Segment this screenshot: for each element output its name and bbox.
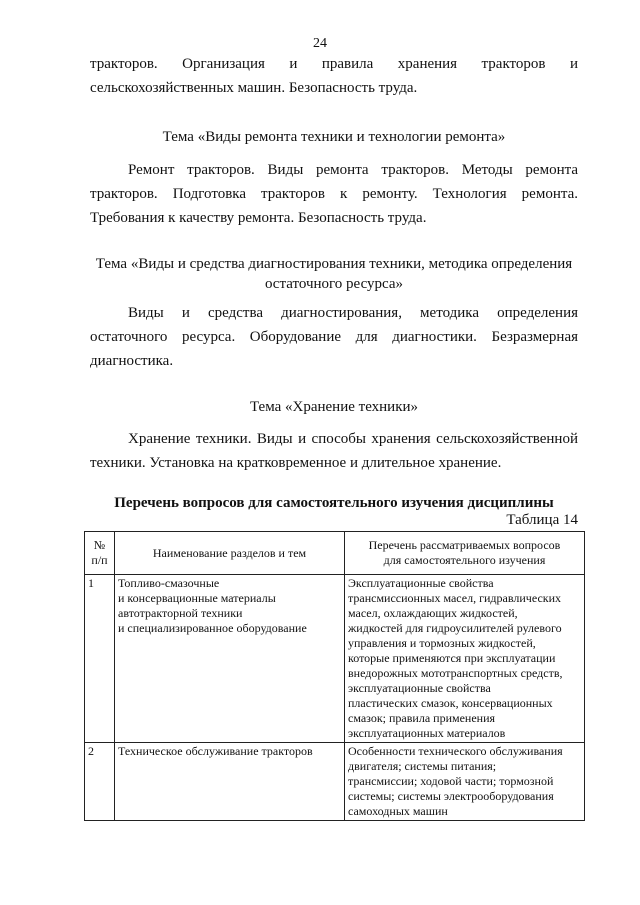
topic-diagnostics-heading-line2: остаточного ресурса» [264,276,404,292]
row-questions: Особенности технического обслуживания двигателя; системы питания; трансмиссии; ходовой части; тормозной системы; системы электрооборудования самоходных машин [345,743,585,821]
table-header-row [85,532,585,575]
table-row [85,575,585,743]
topic-diagnostics-text: Виды и средства диагностирования, методика определения остаточного ресурса. Оборудование для диагностики. Безразмерная диагностика. [90,305,578,369]
topic-repair-text: Ремонт тракторов. Виды ремонта тракторов. Методы ремонта тракторов. Подготовка тракторов к ремонту. Технология ремонта. Требования к качеству ремонта. Безопасность труда. [90,162,578,226]
row-section-name: Топливо-смазочные и консервационные материалы автотракторной техники и специализированное оборудование [115,575,345,743]
header-questions: Перечень рассматриваемых вопросов для самостоятельного изучения [345,532,585,575]
table-row [85,743,585,821]
header-number: № п/п [85,532,115,575]
header-section-name: Наименование разделов и тем [115,532,345,575]
topic-storage-heading: Тема «Хранение техники» [249,399,419,415]
intro-paragraph: тракторов. Организация и правила хранения тракторов и сельскохозяйственных машин. Безопасность труда. [90,56,578,96]
topic-repair-heading: Тема «Виды ремонта техники и технологии ремонта» [162,129,506,145]
row-number: 1 [85,575,115,743]
row-section-name: Техническое обслуживание тракторов [115,743,345,821]
questions-table [84,531,585,821]
topic-storage-text: Хранение техники. Виды и способы хранения сельскохозяйственной техники. Установка на кратковременное и длительное хранение. [90,431,578,471]
row-number: 2 [85,743,115,821]
page-number: 24 [313,36,327,51]
topic-diagnostics-heading-line1: Тема «Виды и средства диагностирования техники, методика определения [95,256,573,272]
row-questions: Эксплуатационные свойства трансмиссионных масел, гидравлических масел, охлаждающих жидкостей, жидкостей для гидроусилителей рулевого управления и тормозных жидкостей, которые применяются при эксплуатации внедорожных мототранспортных средств, эксплуатационные свойства пластических смазок, консервационных смазок; правила применения эксплуатационных материалов [345,575,585,743]
table-title: Перечень вопросов для самостоятельного изучения дисциплины [114,495,554,511]
table-label: Таблица 14 [506,512,578,528]
topic-diagnostics-heading [90,254,578,294]
